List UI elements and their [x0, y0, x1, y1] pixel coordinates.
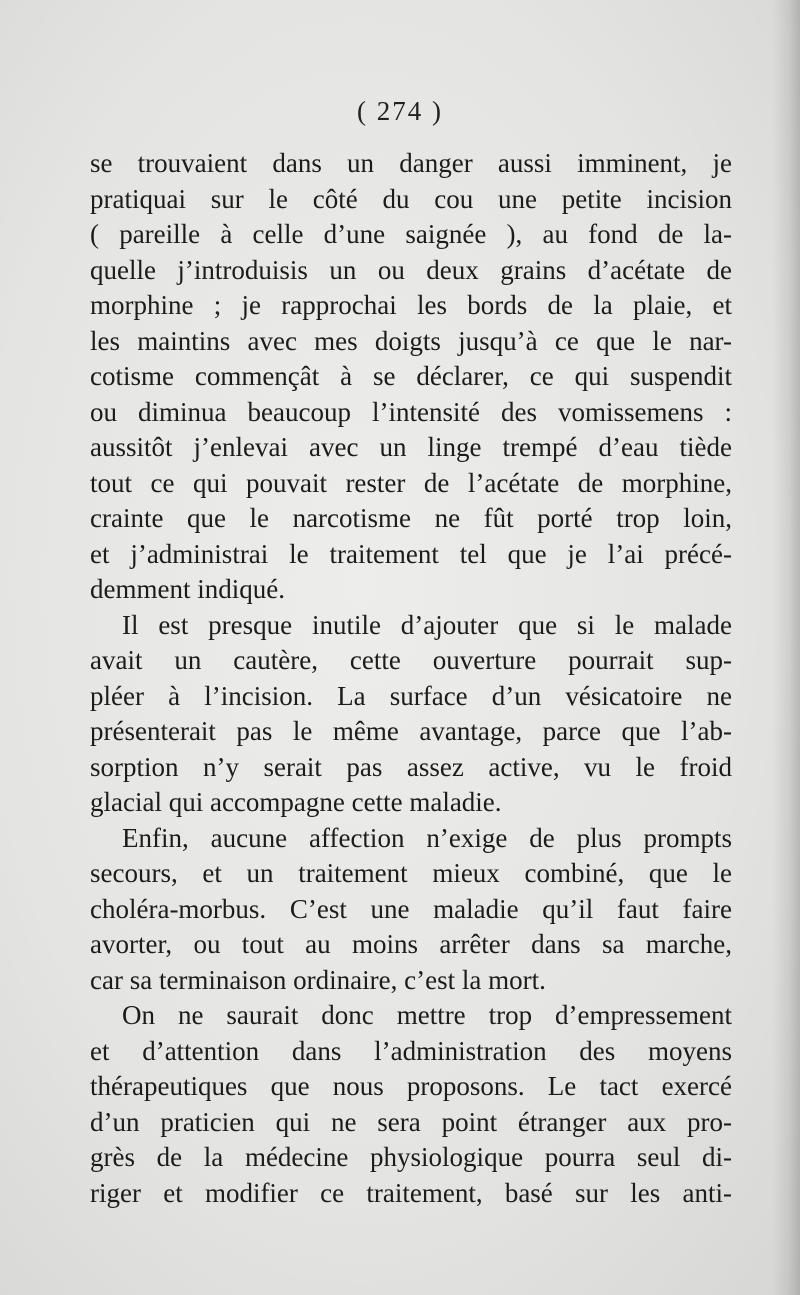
text-line: sorption n’y serait pas assez active, vu le froid [90, 751, 732, 782]
text-line: pratiquai sur le côté du cou une petite incision [90, 183, 732, 214]
text-line: choléra-morbus. C’est une maladie qu’il faut faire [90, 893, 732, 924]
text-line: crainte que le narcotisme ne fût porté trop loin, [90, 503, 732, 533]
text-line: avorter, ou tout au moins arrêter dans sa marche, [90, 929, 732, 959]
text-line: secours, et un traitement mieux combiné, que le [90, 858, 732, 888]
text-line: grès de la médecine physiologique pourra seul di- [90, 1142, 732, 1172]
text-line: ( pareille à celle d’une saignée ), au fond de la- [90, 219, 732, 249]
text-line: tout ce qui pouvait rester de l’acétate de morphine, [90, 467, 732, 498]
text-line: d’un praticien qui ne sera point étranger aux pro- [90, 1106, 732, 1137]
text-line: présenterait pas le même avantage, parce que l’ab- [90, 716, 732, 746]
text-line: avait un cautère, cette ouverture pourrait sup- [90, 645, 732, 675]
text-line: pléer à l’incision. La surface d’un vésicatoire ne [90, 680, 732, 711]
text-line: quelle j’introduisis un ou deux grains d’acétate de [90, 254, 732, 285]
text-line: aussitôt j’enlevai avec un linge trempé d’eau tiède [90, 432, 732, 462]
page-number: ( 274 ) [357, 96, 443, 126]
paragraph-end-line: demment indiqué. [90, 574, 285, 604]
paragraph-end-line: glacial qui accompagne cette maladie. [90, 787, 502, 817]
page-edge-shadow [772, 0, 800, 1295]
text-line: les maintins avec mes doigts jusqu’à ce que le nar- [90, 325, 732, 356]
text-line: thérapeutiques que nous proposons. Le tact exercé [90, 1071, 732, 1101]
text-line: cotisme commençât à se déclarer, ce qui suspendit [90, 361, 732, 391]
text-line: riger et modifier ce traitement, basé sur les anti- [90, 1177, 732, 1208]
body-text [90, 146, 732, 1211]
text-line: morphine ; je rapprochai les bords de la plaie, et [90, 290, 732, 320]
paragraph-start-line: Il est presque inutile d’ajouter que si le malade [122, 609, 732, 640]
paragraph-start-line: On ne saurait donc mettre trop d’empressement [122, 1000, 732, 1030]
text-line: se trouvaient dans un danger aussi imminent, je [90, 148, 732, 178]
paragraph-start-line: Enfin, aucune affection n’exige de plus prompts [122, 822, 732, 853]
paragraph-end-line: car sa terminaison ordinaire, c’est la mort. [90, 964, 546, 995]
text-line: ou diminua beaucoup l’intensité des vomissemens : [90, 396, 732, 427]
text-line: et j’administrai le traitement tel que je l’ai précé- [90, 538, 732, 569]
text-line: et d’attention dans l’administration des moyens [90, 1035, 732, 1066]
